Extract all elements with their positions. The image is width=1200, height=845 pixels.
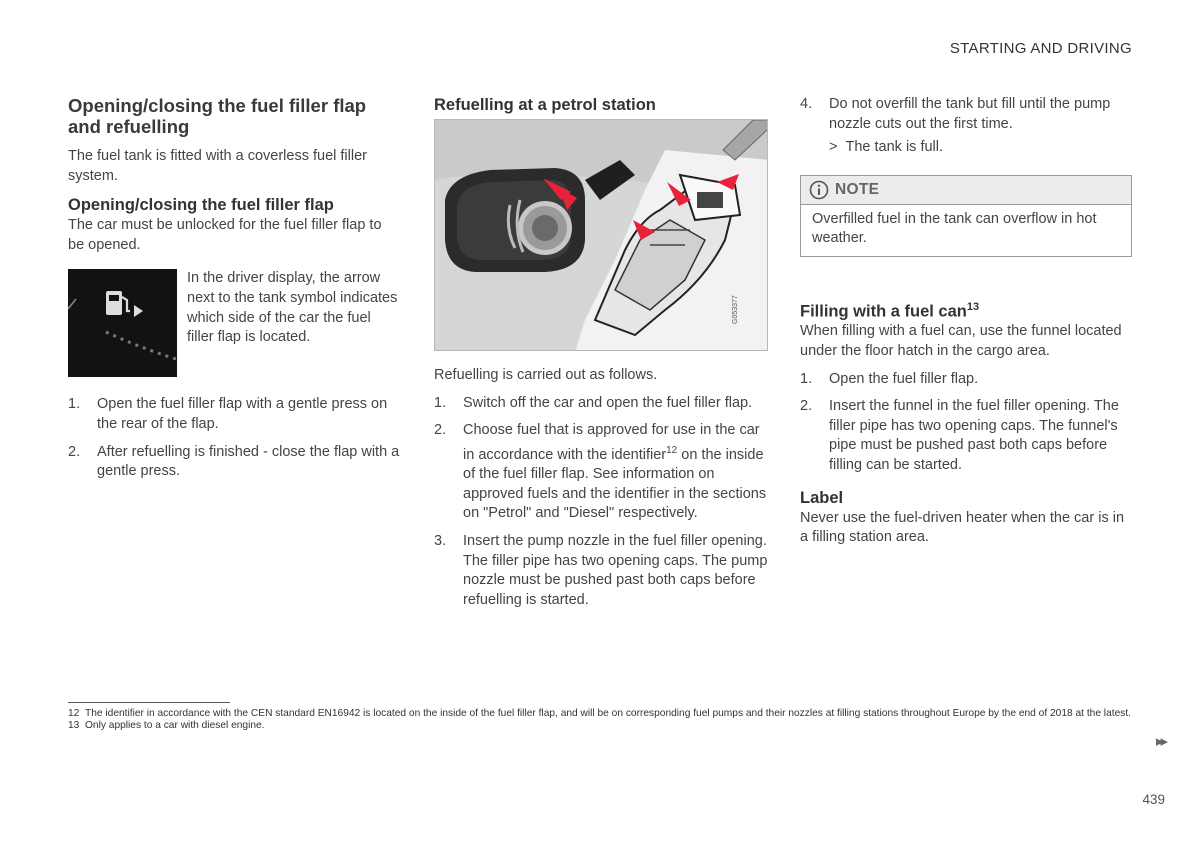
main-heading: Opening/closing the fuel filler flap and refuelling bbox=[68, 95, 367, 137]
step-number: 1. bbox=[68, 396, 81, 413]
step-number: 4. bbox=[800, 96, 813, 112]
sub-heading-label: Label bbox=[800, 488, 844, 507]
step-number: 2. bbox=[434, 422, 447, 439]
step-text: Open the fuel filler flap. bbox=[829, 370, 979, 387]
note-box bbox=[800, 175, 1132, 257]
list-item bbox=[800, 95, 1132, 134]
footnote-ref-13[interactable]: 13 bbox=[966, 300, 980, 313]
note-text: Overfilled fuel in the tank can overflow in hot weather. bbox=[812, 210, 1097, 247]
intro-text: The fuel tank is fitted with a coverless fuel filler system. bbox=[68, 148, 367, 184]
result-line bbox=[800, 138, 1132, 158]
fuel-can-steps bbox=[800, 370, 1132, 476]
footnote-number: 12 bbox=[68, 708, 80, 719]
next-page-arrows[interactable]: ▸▸ bbox=[1155, 733, 1165, 750]
footnotes bbox=[68, 708, 1133, 732]
step-number: 2. bbox=[68, 443, 81, 460]
list-item bbox=[434, 394, 768, 414]
refuel-steps-continued bbox=[800, 95, 1132, 134]
refuel-steps bbox=[434, 394, 768, 611]
section-header: STARTING AND DRIVING bbox=[949, 40, 1132, 57]
step-text-after: on the inside of the fuel filler flap. See information on approved fuels and the identifier in the sections on "Petrol" and "Diesel" respectively. bbox=[463, 446, 767, 522]
list-item bbox=[434, 421, 768, 524]
step-text: Open the fuel filler flap with a gentle press on the rear of the flap. bbox=[97, 396, 388, 432]
step-number: 1. bbox=[800, 370, 813, 387]
fuel-filler-illustration bbox=[435, 120, 768, 351]
fuel-can-text: When filling with a fuel can, use the funnel located under the floor hatch in the cargo area. bbox=[800, 323, 1122, 360]
info-icon bbox=[809, 180, 829, 200]
footnote-12 bbox=[68, 708, 1133, 720]
unlock-text: The car must be unlocked for the fuel filler flap to be opened. bbox=[68, 217, 382, 253]
driver-display-row bbox=[68, 269, 400, 377]
driver-display-image bbox=[68, 269, 177, 377]
footnote-divider bbox=[68, 702, 230, 703]
footnote-13 bbox=[68, 720, 1133, 732]
footnote-text: The identifier in accordance with the CEN standard EN16942 is located on the inside of the fuel filler flap, and will be on corresponding fuel pumps and their nozzles at filling stations throughout Europe by the end of 2018 at the latest. bbox=[85, 708, 1131, 719]
step-number: 1. bbox=[434, 394, 447, 411]
list-item bbox=[434, 532, 768, 610]
step-number: 2. bbox=[800, 398, 813, 415]
fuel-can-heading-text: Filling with a fuel can bbox=[800, 302, 967, 321]
step-text: Switch off the car and open the fuel filler flap. bbox=[463, 394, 753, 411]
list-item bbox=[800, 397, 1132, 475]
open-close-steps bbox=[68, 395, 400, 481]
result-text: The tank is full. bbox=[845, 139, 944, 156]
footnote-text: Only applies to a car with diesel engine. bbox=[85, 720, 265, 731]
image-code: G053377 bbox=[732, 295, 739, 324]
footnote-number: 13 bbox=[68, 720, 80, 731]
page-number: 439 bbox=[1142, 792, 1165, 807]
sub-heading-open-close: Opening/closing the fuel filler flap bbox=[68, 196, 334, 215]
step-text-before: Choose fuel that is approved for use in the car in accordance with the identifier bbox=[463, 422, 760, 463]
refuelling-illustration bbox=[434, 119, 768, 351]
display-caption: In the driver display, the arrow next to the tank symbol indicates which side of the car the fuel filler flap is located. bbox=[187, 270, 398, 346]
sub-heading-fuel-can bbox=[800, 297, 1132, 322]
list-item bbox=[68, 443, 400, 482]
label-text: Never use the fuel-driven heater when the car is in a filling station area. bbox=[800, 509, 1125, 546]
fuel-pump-icon bbox=[68, 269, 177, 377]
footnote-ref-12[interactable]: 12 bbox=[666, 444, 678, 456]
step-text: Insert the pump nozzle in the fuel filler opening. The filler pipe has two opening caps. The pump nozzle must be pushed past both caps before refuelling is started. bbox=[463, 532, 768, 608]
step-text: After refuelling is finished - close the flap with a gentle press. bbox=[97, 443, 400, 480]
list-item bbox=[68, 395, 400, 434]
column-middle bbox=[434, 93, 768, 618]
list-item bbox=[800, 370, 1132, 390]
result-marker: > bbox=[829, 139, 838, 156]
step-text: Do not overfill the tank but fill until the pump nozzle cuts out the first time. bbox=[829, 96, 1111, 132]
sub-heading-petrol-station: Refuelling at a petrol station bbox=[434, 96, 656, 114]
step-number: 3. bbox=[434, 532, 447, 549]
column-left bbox=[68, 93, 400, 490]
refuel-intro: Refuelling is carried out as follows. bbox=[434, 367, 658, 383]
step-text: Insert the funnel in the fuel filler opening. The filler pipe has two opening caps. The funnel's pipe must be pushed past both caps before filling can be started. bbox=[829, 398, 1119, 474]
column-right bbox=[800, 93, 1132, 548]
note-header bbox=[801, 176, 1131, 205]
note-title: NOTE bbox=[835, 180, 880, 198]
